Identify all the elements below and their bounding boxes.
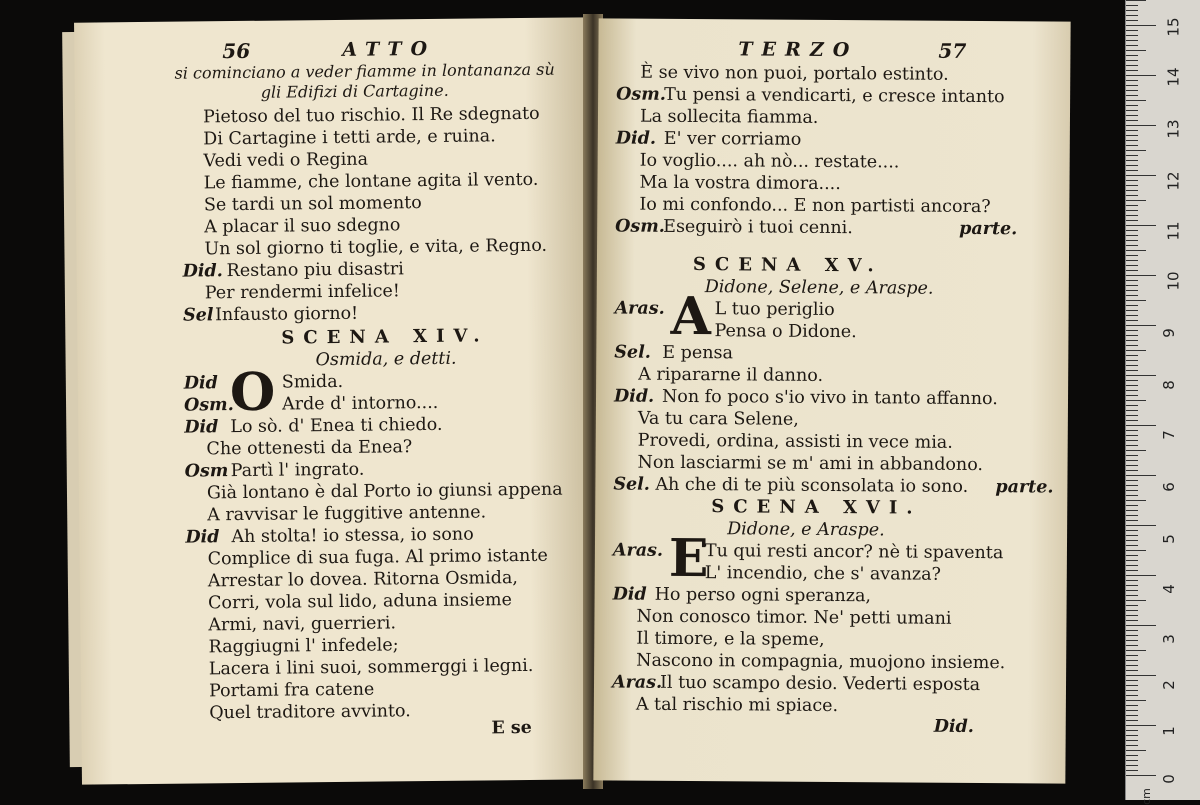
- ruler-tick: [1126, 730, 1138, 731]
- ruler-tick: [1126, 340, 1138, 341]
- speaker-label: Did: [185, 527, 220, 548]
- ruler-tick: [1126, 250, 1146, 251]
- drop-cap: O: [229, 361, 276, 424]
- ruler-tick: [1126, 625, 1156, 626]
- ruler-tick: [1126, 480, 1138, 481]
- ruler-tick: [1126, 400, 1146, 401]
- ruler-tick: [1126, 265, 1138, 266]
- verse-line: Io mi confondo... E non partisti ancora?: [639, 194, 991, 218]
- speaker-label: Did.: [615, 128, 657, 149]
- ruler-tick: [1126, 530, 1138, 531]
- ruler-tick: [1126, 70, 1138, 71]
- ruler-label: 10: [1164, 271, 1183, 291]
- verse-line: Eseguirò i tuoi cenni.: [663, 216, 853, 239]
- ruler-tick: [1126, 410, 1138, 411]
- verse-line: Partì l' ingrato.: [230, 459, 365, 482]
- ruler-tick: [1126, 525, 1156, 526]
- ruler-tick: [1126, 605, 1138, 606]
- ruler-tick: [1126, 280, 1138, 281]
- right-running-head: TERZO: [738, 38, 859, 62]
- right-page-number: 57: [938, 38, 967, 63]
- verse-line: Ah che di te più sconsolata io sono.: [655, 474, 969, 497]
- verse-line: Va tu cara Selene,: [637, 408, 799, 430]
- drop-cap: E: [668, 527, 709, 590]
- ruler-label: 5: [1159, 534, 1178, 544]
- ruler-tick: [1126, 505, 1138, 506]
- scene-characters: Didone, Selene, e Araspe.: [704, 277, 934, 299]
- ruler-tick: [1126, 485, 1138, 486]
- ruler-tick: [1126, 275, 1156, 276]
- speaker-label: Osm: [184, 461, 229, 482]
- left-running-head: ATTO: [342, 37, 437, 61]
- ruler-tick: [1126, 85, 1138, 86]
- ruler-tick: [1126, 75, 1156, 76]
- ruler-tick: [1126, 640, 1138, 641]
- ruler-tick: [1126, 170, 1138, 171]
- ruler-tick: [1126, 430, 1138, 431]
- speaker-label: Osm.: [615, 216, 666, 237]
- ruler-tick: [1126, 35, 1138, 36]
- ruler-tick: [1126, 440, 1138, 441]
- verse-line: Non conosco timor. Ne' petti umani: [636, 606, 952, 629]
- ruler-tick: [1126, 5, 1138, 6]
- ruler-tick: [1126, 630, 1138, 631]
- speaker-label: Sel.: [614, 342, 651, 363]
- verse-line: E' ver corriamo: [663, 128, 802, 150]
- ruler-tick: [1126, 295, 1138, 296]
- ruler-tick: [1126, 570, 1138, 571]
- ruler-tick: [1126, 350, 1146, 351]
- catchword: E se: [491, 717, 532, 739]
- ruler-tick: [1126, 165, 1138, 166]
- ruler-label: 2: [1159, 680, 1178, 690]
- ruler-tick: [1126, 650, 1146, 651]
- ruler-tick: [1126, 235, 1138, 236]
- ruler-tick: [1126, 600, 1146, 601]
- ruler-tick: [1126, 705, 1138, 706]
- ruler-tick: [1126, 95, 1138, 96]
- ruler-tick: [1126, 55, 1138, 56]
- ruler-tick: [1126, 195, 1138, 196]
- ruler-tick: [1126, 100, 1146, 101]
- ruler-tick: [1126, 130, 1138, 131]
- measurement-ruler: [1125, 0, 1200, 805]
- ruler-tick: [1126, 20, 1138, 21]
- ruler-tick: [1126, 405, 1138, 406]
- ruler-tick: [1126, 750, 1146, 751]
- ruler-tick: [1126, 205, 1138, 206]
- ruler-tick: [1126, 330, 1138, 331]
- ruler-tick: [1126, 760, 1138, 761]
- speaker-label: Did.: [182, 261, 223, 282]
- verse-line: Di Cartagine i tetti arde, e ruina.: [203, 126, 496, 150]
- ruler-tick: [1126, 105, 1138, 106]
- ruler-label: 3: [1159, 634, 1178, 644]
- ruler-unit: cm: [1139, 788, 1153, 805]
- ruler-tick: [1126, 320, 1138, 321]
- verse-line: Arde d' intorno....: [281, 392, 439, 415]
- ruler-tick: [1126, 675, 1156, 676]
- speaker-label: Osm.: [616, 84, 666, 105]
- ruler-tick: [1126, 285, 1138, 286]
- ruler-tick: [1126, 30, 1138, 31]
- verse-line: Ma la vostra dimora....: [639, 172, 841, 195]
- ruler-tick: [1126, 360, 1138, 361]
- ruler-tick: [1126, 560, 1138, 561]
- ruler-tick: [1126, 710, 1138, 711]
- stage-direction: si cominciano a veder fiamme in lontananza sù: [174, 59, 555, 83]
- verse-line: La sollecita fiamma.: [639, 106, 819, 128]
- exit-direction: parte.: [959, 218, 1018, 240]
- ruler-tick: [1126, 655, 1138, 656]
- ruler-tick: [1126, 580, 1138, 581]
- ruler-tick: [1126, 660, 1138, 661]
- ruler-tick: [1126, 515, 1138, 516]
- ruler-tick: [1126, 335, 1138, 336]
- verse-line: Le fiamme, che lontane agita il vento.: [203, 169, 539, 194]
- ruler-tick: [1126, 215, 1138, 216]
- ruler-tick: [1126, 210, 1138, 211]
- ruler-tick: [1126, 115, 1138, 116]
- ruler-tick: [1126, 445, 1138, 446]
- scene-heading: SCENA XIV.: [281, 325, 489, 349]
- ruler-label: 6: [1159, 482, 1178, 492]
- speaker-label: Did: [612, 584, 647, 605]
- ruler-tick: [1126, 770, 1138, 771]
- ruler-tick: [1126, 315, 1138, 316]
- speaker-label: Did: [184, 417, 219, 438]
- ruler-tick: [1126, 200, 1146, 201]
- verse-line: Raggiugni l' infedele;: [208, 635, 399, 658]
- ruler-tick: [1126, 700, 1146, 701]
- ruler-tick: [1126, 555, 1138, 556]
- exit-direction: parte.: [995, 477, 1054, 498]
- verse-line: Smida.: [281, 371, 344, 393]
- ruler-label: 4: [1159, 584, 1178, 594]
- ruler-tick: [1126, 220, 1138, 221]
- ruler-label: 0: [1159, 774, 1178, 784]
- ruler-tick: [1126, 120, 1138, 121]
- ruler-tick: [1126, 740, 1138, 741]
- ruler-tick: [1126, 225, 1156, 226]
- verse-line: A placar il suo sdegno: [204, 215, 401, 238]
- speaker-label: Sel.: [613, 474, 650, 495]
- verse-line: Il timore, e la speme,: [636, 628, 825, 650]
- ruler-tick: [1126, 725, 1156, 726]
- speaker-label: Did: [183, 373, 218, 394]
- ruler-tick: [1126, 415, 1138, 416]
- verse-line: Il tuo scampo desio. Vederti esposta: [659, 672, 981, 696]
- verse-line: Provedi, ordina, assisti in vece mia.: [637, 430, 953, 453]
- ruler-tick: [1126, 510, 1138, 511]
- ruler-label: 9: [1159, 328, 1178, 338]
- verse-line: Restano piu disastri: [226, 259, 404, 282]
- ruler-tick: [1126, 765, 1138, 766]
- ruler-tick: [1126, 140, 1138, 141]
- scene-characters: Didone, e Araspe.: [727, 519, 885, 541]
- ruler-tick: [1126, 520, 1138, 521]
- ruler-label: 15: [1164, 17, 1183, 37]
- ruler-tick: [1126, 500, 1146, 501]
- ruler-tick: [1126, 260, 1138, 261]
- ruler-tick: [1126, 90, 1138, 91]
- ruler-tick: [1126, 455, 1138, 456]
- verse-line: Quel traditore avvinto.: [209, 701, 411, 724]
- ruler-tick: [1126, 385, 1138, 386]
- ruler-tick: [1126, 775, 1156, 776]
- verse-line: Arrestar lo dovea. Ritorna Osmida,: [207, 568, 519, 592]
- ruler-tick: [1126, 450, 1146, 451]
- ruler-tick: [1126, 80, 1138, 81]
- ruler-tick: [1126, 230, 1138, 231]
- right-page: [593, 18, 1070, 783]
- ruler-tick: [1126, 550, 1146, 551]
- ruler-tick: [1126, 380, 1138, 381]
- ruler-tick: [1126, 65, 1138, 66]
- ruler-tick: [1126, 395, 1138, 396]
- ruler-tick: [1126, 180, 1138, 181]
- ruler-tick: [1126, 535, 1138, 536]
- speaker-label: Did.: [613, 386, 655, 407]
- verse-line: A ripararne il danno.: [638, 364, 824, 386]
- ruler-tick: [1126, 370, 1138, 371]
- ruler-tick: [1126, 490, 1138, 491]
- ruler-tick: [1126, 565, 1138, 566]
- verse-line: Nascono in compagnia, muojono insieme.: [636, 650, 1006, 674]
- ruler-tick: [1126, 240, 1138, 241]
- left-page-number: 56: [222, 38, 251, 64]
- verse-line: Che ottenesti da Enea?: [206, 437, 413, 460]
- ruler-tick: [1126, 50, 1146, 51]
- verse-line: Non lasciarmi se m' ami in abbandono.: [637, 452, 984, 476]
- ruler-tick: [1126, 470, 1138, 471]
- ruler-tick: [1126, 190, 1138, 191]
- ruler-tick: [1126, 160, 1138, 161]
- ruler-tick: [1126, 545, 1138, 546]
- speaker-label: Osm.: [183, 395, 234, 416]
- ruler-tick: [1126, 695, 1138, 696]
- ruler-tick: [1126, 15, 1138, 16]
- ruler-label: 1: [1159, 726, 1178, 736]
- verse-line: Io voglio.... ah nò... restate....: [639, 150, 900, 173]
- ruler-tick: [1126, 590, 1138, 591]
- ruler-tick: [1126, 310, 1138, 311]
- verse-line: Ho perso ogni speranza,: [654, 584, 872, 607]
- verse-line: Pensa o Didone.: [714, 321, 857, 343]
- ruler-tick: [1126, 325, 1156, 326]
- ruler-tick: [1126, 155, 1138, 156]
- verse-line: Infausto giorno!: [214, 303, 359, 326]
- verse-line: Complice di sua fuga. Al primo istante: [207, 545, 548, 570]
- verse-line: Ah stolta! io stessa, io sono: [231, 524, 474, 548]
- ruler-label: 11: [1164, 221, 1183, 241]
- ruler-tick: [1126, 25, 1156, 26]
- ruler-tick: [1126, 615, 1138, 616]
- ruler-tick: [1126, 755, 1138, 756]
- ruler-tick: [1126, 255, 1138, 256]
- ruler-tick: [1126, 290, 1138, 291]
- scene-heading: SCENA XVI.: [711, 496, 922, 519]
- ruler-tick: [1126, 420, 1138, 421]
- ruler-tick: [1126, 635, 1138, 636]
- verse-line: Pietoso del tuo rischio. Il Re sdegnato: [202, 103, 540, 128]
- ruler-tick: [1126, 425, 1156, 426]
- ruler-tick: [1126, 720, 1138, 721]
- speaker-label: Aras.: [612, 540, 664, 561]
- verse-line: Tu qui resti ancor? nè ti spaventa: [704, 541, 1004, 564]
- verse-line: Vedi vedi o Regina: [203, 149, 369, 172]
- verse-line: L' incendio, che s' avanza?: [704, 563, 942, 585]
- ruler-tick: [1126, 475, 1156, 476]
- verse-line: L tuo periglio: [714, 299, 835, 321]
- verse-line: Già lontano è dal Porto io giunsi appena: [206, 479, 563, 504]
- ruler-tick: [1126, 0, 1146, 1]
- scene-heading: SCENA XV.: [692, 254, 883, 277]
- ruler-tick: [1126, 110, 1138, 111]
- ruler-tick: [1126, 345, 1138, 346]
- verse-line: A ravvisar le fuggitive antenne.: [207, 502, 487, 526]
- ruler-tick: [1126, 645, 1138, 646]
- ruler-tick: [1126, 460, 1138, 461]
- speaker-label: Aras.: [611, 672, 663, 693]
- ruler-tick: [1126, 245, 1138, 246]
- ruler-tick: [1126, 145, 1138, 146]
- ruler-tick: [1126, 495, 1138, 496]
- ruler-label: 13: [1164, 119, 1183, 139]
- speaker-label: Aras.: [614, 298, 665, 319]
- verse-line: Armi, navi, guerrieri.: [208, 613, 397, 636]
- scene-characters: Osmida, e detti.: [315, 348, 457, 371]
- ruler-tick: [1126, 45, 1138, 46]
- verse-line: È se vivo non puoi, portalo estinto.: [640, 62, 949, 85]
- ruler-tick: [1126, 185, 1138, 186]
- ruler-label: 7: [1159, 430, 1178, 440]
- verse-line: Se tardi un sol momento: [203, 193, 422, 216]
- catchword: Did.: [933, 716, 974, 737]
- ruler-tick: [1126, 585, 1138, 586]
- ruler-tick: [1126, 715, 1138, 716]
- ruler-label: 8: [1159, 380, 1178, 390]
- ruler-tick: [1126, 670, 1138, 671]
- ruler-tick: [1126, 595, 1138, 596]
- ruler-tick: [1126, 745, 1138, 746]
- verse-line: E pensa: [662, 342, 733, 364]
- drop-cap: A: [670, 285, 712, 348]
- ruler-tick: [1126, 375, 1156, 376]
- ruler-tick: [1126, 40, 1138, 41]
- stage-direction: gli Edifizi di Cartagine.: [260, 80, 449, 102]
- verse-line: Tu pensi a vendicarti, e cresce intanto: [664, 84, 1005, 108]
- ruler-tick: [1126, 135, 1138, 136]
- ruler-tick: [1126, 300, 1146, 301]
- ruler-tick: [1126, 270, 1138, 271]
- ruler-tick: [1126, 175, 1156, 176]
- verse-line: Non fo poco s'io vivo in tanto affanno.: [661, 386, 998, 410]
- verse-line: Portami fra catene: [208, 679, 375, 702]
- ruler-tick: [1126, 665, 1138, 666]
- ruler-tick: [1126, 305, 1138, 306]
- ruler-label: 12: [1164, 171, 1183, 191]
- verse-line: Lo sò. d' Enea ti chiedo.: [230, 414, 443, 438]
- ruler-tick: [1126, 620, 1138, 621]
- ruler-tick: [1126, 540, 1138, 541]
- open-book: [78, 14, 1078, 784]
- ruler-tick: [1126, 390, 1138, 391]
- ruler-tick: [1126, 60, 1138, 61]
- ruler-tick: [1126, 680, 1138, 681]
- ruler-tick: [1126, 610, 1138, 611]
- verse-line: Corri, vola sul lido, aduna insieme: [208, 590, 512, 614]
- left-page: [74, 17, 594, 784]
- verse-line: Per rendermi infelice!: [204, 281, 400, 304]
- ruler-label: 14: [1164, 67, 1183, 87]
- ruler-tick: [1126, 125, 1156, 126]
- ruler-tick: [1126, 365, 1138, 366]
- ruler-tick: [1126, 575, 1156, 576]
- verse-line: A tal rischio mi spiace.: [635, 694, 839, 717]
- speaker-label: Sel: [182, 305, 214, 326]
- ruler-tick: [1126, 465, 1138, 466]
- ruler-tick: [1126, 735, 1138, 736]
- ruler-tick: [1126, 10, 1138, 11]
- ruler-tick: [1126, 355, 1138, 356]
- ruler-tick: [1126, 435, 1138, 436]
- ruler-tick: [1126, 685, 1138, 686]
- verse-line: Un sol giorno ti toglie, e vita, e Regno.: [204, 235, 548, 260]
- ruler-tick: [1126, 690, 1138, 691]
- ruler-tick: [1126, 150, 1146, 151]
- verse-line: Lacera i lini suoi, sommerggi i legni.: [208, 655, 534, 680]
